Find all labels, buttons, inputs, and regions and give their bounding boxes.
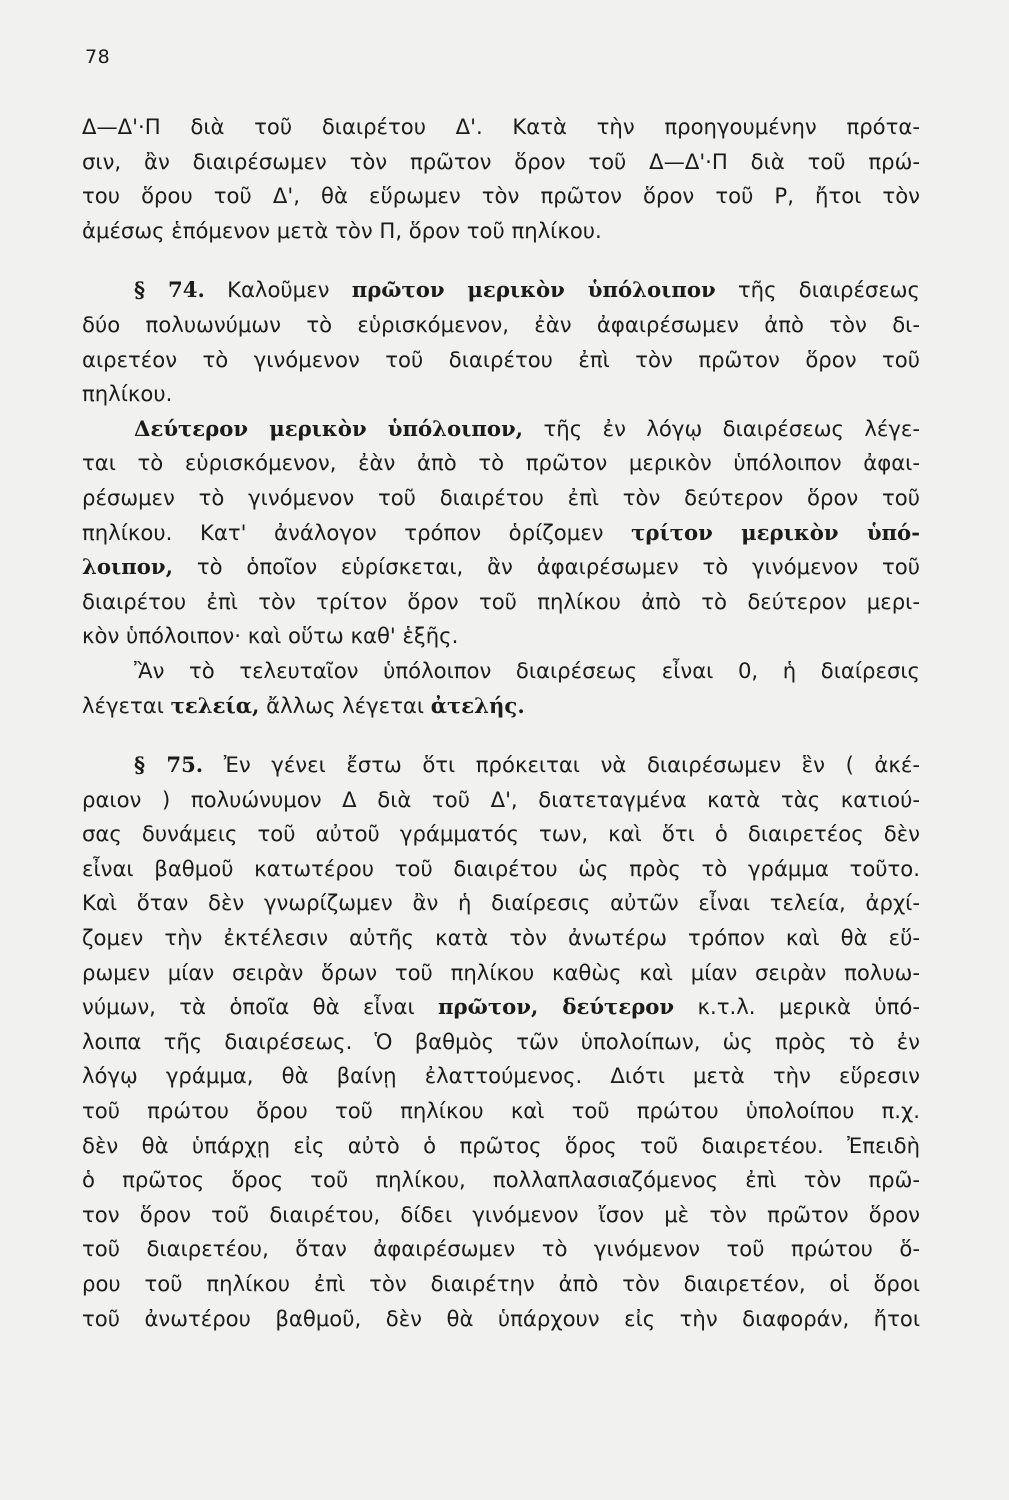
text-line: τοῦ ἀνωτέρου βαθμοῦ, δὲν θὰ ὑπάρχουν εἰς τὴν διαφοράν, ἤτοι	[82, 1305, 920, 1331]
text-line: ὁ πρῶτος ὅρος τοῦ πηλίκου, πολλαπλασιαζόμενος ἐπὶ τὸν πρῶ-	[82, 1167, 920, 1193]
text-line: ἀμέσως ἑπόμενον μετὰ τὸν Π, ὅρον τοῦ πηλίκου.	[82, 217, 602, 243]
text-line: εἶναι βαθμοῦ κατωτέρου τοῦ διαιρέτου ὡς πρὸς τὸ γράμμα τοῦτο.	[82, 855, 920, 881]
text-line: λέγεται τελεία, ἄλλως λέγεται ἀτελής.	[82, 692, 525, 718]
defined-term: Δεύτερον μερικὸν ὑπόλοιπον,	[134, 415, 524, 441]
text-line: λόγῳ γράμμα, θὰ βαίνῃ ἐλαττούμενος. Διότι μετὰ τὴν εὕρεσιν	[82, 1063, 920, 1089]
text-line: του ὅρου τοῦ Δ', θὰ εὕρωμεν τὸν πρῶτον ὅρον τοῦ Ρ, ἤτοι τὸν	[82, 183, 920, 209]
text-line: διαιρέτου ἐπὶ τὸν τρίτον ὅρον τοῦ πηλίκου ἀπὸ τὸ δεύτερον μερι-	[82, 588, 920, 614]
section-75	[82, 748, 920, 1336]
paragraph-second-remainder	[82, 412, 920, 654]
text-line: τοῦ πρώτου ὅρου τοῦ πηλίκου καὶ τοῦ πρώτου ὑπολοίπου π.χ.	[82, 1098, 920, 1124]
defined-term: πρῶτον μερικὸν ὑπόλοιπον	[351, 277, 716, 303]
page-body	[82, 110, 920, 1336]
defined-term: πρῶτον, δεύτερον	[438, 994, 675, 1020]
text-line: λοιπον, τὸ ὁποῖον εὑρίσκεται, ἂν ἀφαιρέσωμεν τὸ γινόμενον τοῦ	[82, 554, 920, 580]
text-line: δὲν θὰ ὑπάρχῃ εἰς αὐτὸ ὁ πρῶτος ὅρος τοῦ διαιρετέου. Ἐπειδὴ	[82, 1132, 920, 1158]
text-line: Δ—Δ'·Π διὰ τοῦ διαιρέτου Δ'. Κατὰ τὴν προηγουμένην πρότα-	[82, 114, 920, 139]
text-line: πηλίκου. Κατ' ἀνάλογον τρόπον ὁρίζομεν τρίτον μερικὸν ὑπό-	[82, 519, 920, 545]
text-line: αιρετέον τὸ γινόμενον τοῦ διαιρέτου ἐπὶ τὸν πρῶτον ὅρον τοῦ	[82, 346, 920, 372]
paragraph-complete-division	[82, 654, 920, 723]
text-line: σιν, ἂν διαιρέσωμεν τὸν πρῶτον ὅρον τοῦ Δ—Δ'·Π διὰ τοῦ πρώ-	[82, 148, 920, 174]
text-line: σας δυνάμεις τοῦ αὐτοῦ γράμματός των, καὶ ὅτι ὁ διαιρετέος δὲν	[82, 821, 920, 847]
paragraph-continuation	[82, 110, 920, 248]
text-line: § 75. Ἐν γένει ἔστω ὅτι πρόκειται νὰ διαιρέσωμεν ἓν ( ἀκέ-	[134, 752, 920, 778]
page-number: 78	[85, 46, 111, 68]
defined-term: λοιπον,	[82, 554, 173, 580]
text-line: § 74. Καλοῦμεν πρῶτον μερικὸν ὑπόλοιπον τῆς διαιρέσεως	[134, 277, 920, 303]
text-line: τοῦ διαιρετέου, ὅταν ἀφαιρέσωμεν τὸ γινόμενον τοῦ πρώτου ὅ-	[82, 1236, 920, 1262]
text-line: ται τὸ εὑρισκόμενον, ἐὰν ἀπὸ τὸ πρῶτον μερικὸν ὑπόλοιπον ἀφαι-	[82, 450, 920, 476]
text-line: πηλίκου.	[82, 381, 173, 407]
text-line: ραιον ) πολυώνυμον Δ διὰ τοῦ Δ', διατεταγμένα κατὰ τὰς κατιού-	[82, 786, 920, 812]
section-74	[82, 273, 920, 411]
section-number: § 75.	[134, 752, 204, 778]
text-line: Καὶ ὅταν δὲν γνωρίζωμεν ἂν ἡ διαίρεσις αὐτῶν εἶναι τελεία, ἀρχί-	[82, 890, 920, 916]
text-line: ρέσωμεν τὸ γινόμενον τοῦ διαιρέτου ἐπὶ τὸν δεύτερον ὅρον τοῦ	[82, 484, 920, 510]
text-line: ρου τοῦ πηλίκου ἐπὶ τὸν διαιρέτην ἀπὸ τὸν διαιρετέον, οἱ ὅροι	[82, 1271, 920, 1296]
section-number: § 74.	[134, 277, 205, 303]
text-line: τον ὅρον τοῦ διαιρέτου, δίδει γινόμενον ἴσον μὲ τὸν πρῶτον ὅρον	[82, 1201, 920, 1227]
text-line: Δεύτερον μερικὸν ὑπόλοιπον, τῆς ἐν λόγῳ διαιρέσεως λέγε-	[134, 415, 920, 441]
text-line: δύο πολυωνύμων τὸ εὑρισκόμενον, ἐὰν ἀφαιρέσωμεν ἀπὸ τὸν δι-	[82, 311, 920, 337]
text-line: Ἂν τὸ τελευταῖον ὑπόλοιπον διαιρέσεως εἶναι 0, ἡ διαίρεσις	[134, 657, 920, 683]
text-line: ρωμεν μίαν σειρὰν ὅρων τοῦ πηλίκου καθὼς καὶ μίαν σειρὰν πολυω-	[82, 959, 920, 985]
defined-term: ἀτελής.	[430, 692, 525, 718]
text-line: ζομεν τὴν ἐκτέλεσιν αὐτῆς κατὰ τὸν ἀνωτέρω τρόπον καὶ θὰ εὕ-	[82, 925, 920, 951]
defined-term: τελεία,	[170, 692, 260, 718]
text-line: λοιπα τῆς διαιρέσεως. Ὁ βαθμὸς τῶν ὑπολοίπων, ὡς πρὸς τὸ ἐν	[82, 1028, 920, 1054]
text-line: κὸν ὑπόλοιπον· καὶ οὕτω καθ' ἑξῆς.	[82, 623, 459, 649]
defined-term: τρίτον μερικὸν ὑπό-	[631, 519, 920, 545]
text-line: νύμων, τὰ ὁποῖα θὰ εἶναι πρῶτον, δεύτερον κ.τ.λ. μερικὰ ὑπό-	[82, 994, 920, 1020]
